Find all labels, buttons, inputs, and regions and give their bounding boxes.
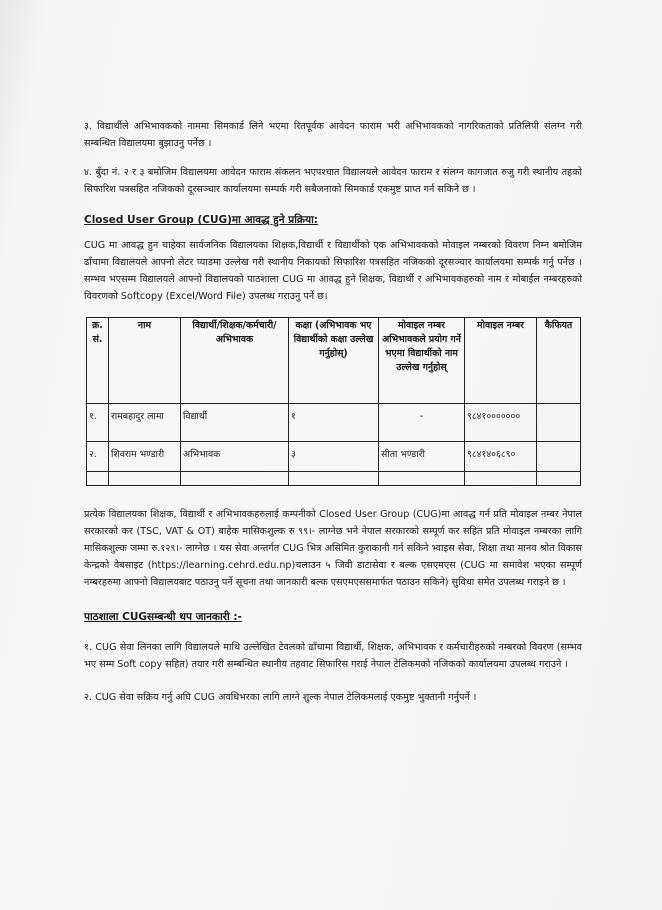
cell-remarks	[537, 442, 581, 472]
header-name: नाम	[109, 318, 181, 404]
cell-empty	[537, 472, 581, 486]
table-header-row	[87, 318, 581, 404]
header-mobile-note: मोवाइल नम्बर अभिभावकले प्रयोग गर्ने भएमा विद्यार्थीको नाम उल्लेख गर्नुहोस्	[379, 318, 465, 404]
cell-mobile: ९८४१०००००००	[465, 404, 537, 442]
paragraph-point-3: ३. विद्यार्थीले अभिभावकको नाममा सिमकार्ड लिने भएमा रितपूर्वक आवेदन फाराम भरी अभिभावकको नागरिकताको प्रतिलिपी संलग्न गरी सम्बन्धित विद्यालयमा बुझाउनु पर्नेछ ।	[84, 121, 582, 149]
cell-empty	[465, 472, 537, 486]
cell-empty	[289, 472, 379, 486]
paragraph-info-point-1: १. CUG सेवा लिनका लागि विद्यालयले माथि उल्लेखित टेवलको ढाँचामा विद्यार्थी, शिक्षक, अभिभावक र कर्मचारीहरुको नम्बरको विवरण (सम्भव भए सम्म Soft copy सहित) तयार गरी सम्बन्धित स्थानीय तहवाट सिफारिस गराई नेपाल टेलिकमको नजिकको कार्यालयमा उपलब्ध गराउने ।	[84, 642, 582, 670]
table-row	[87, 442, 581, 472]
cell-mobile-note: -	[379, 404, 465, 442]
paragraph-cug-pricing: प्रत्येक विद्यालयका शिक्षक, विद्यार्थी र अभिभावकहरुलाई कम्पनीको Closed User Group (CUG)मा आवद्ध गर्न प्रति मोवाइल नम्बर नेपाल सरकारको कर (TSC, VAT & OT) बाहेक मासिकशुल्क रु ९९।- लाग्नेछ भने नेपाल सरकारको सम्पूर्ण कर सहित प्रति मोवाइल नम्बरका लागि मासिकशुल्क जम्मा रु.१२९।- लाग्नेछ । यस सेवा अन्तर्गत CUG भित्र असिमित कुराकानी गर्न सकिने भ्वाइस सेवा, शिक्षा तथा मानव श्रोत विकास केन्द्रको वेबसाइट (https://learning.cehrd.edu.np)चलाउन ५ जिवी डाटासेवा र बल्क एसएमएस (CUG मा समावेश भएका सम्पूर्ण नम्बरहरुमा आफ्नो विद्यालयबाट पठाउनु पर्ने सूचना तथा जानकारी बल्क एसएमएससमार्फत पठाउन सकिने) सुविधा समेत उपलब्ध गराइने छ ।	[84, 509, 582, 588]
header-serial: क्र. सं.	[87, 318, 109, 404]
cell-empty	[379, 472, 465, 486]
header-class: कक्षा (अभिभावक भए विद्यार्थीको कक्षा उल्लेख गर्नुहोस्)	[289, 318, 379, 404]
cell-serial: १.	[87, 404, 109, 442]
header-member-type: विद्यार्थी/शिक्षक/कर्मचारी/ अभिभावक	[181, 318, 289, 404]
cell-mobile: ९८४१४०६८९०	[465, 442, 537, 472]
cell-class: १	[289, 404, 379, 442]
section-heading-cug-process: Closed User Group (CUG)मा आवद्ध हुने प्रक्रिया:	[84, 214, 318, 226]
document-content	[84, 118, 582, 706]
header-remarks: कैफियत	[537, 318, 581, 404]
cell-remarks	[537, 404, 581, 442]
section-heading-cug-info: पाठशाला CUGसम्बन्धी थप जानकारी :-	[84, 611, 242, 623]
table-row-empty	[87, 472, 581, 486]
cell-serial: २.	[87, 442, 109, 472]
table-row	[87, 404, 581, 442]
cell-name: शिवराम भण्डारी	[109, 442, 181, 472]
cell-empty	[87, 472, 109, 486]
cell-empty	[181, 472, 289, 486]
cell-mobile-note: सीता भण्डारी	[379, 442, 465, 472]
cell-name: रामबहादुर लामा	[109, 404, 181, 442]
paragraph-point-4: ४. बुँदा नं. २ र ३ बमोजिम विद्यालयमा आवेदन फाराम संकलन भएपश्चात विद्यालयले आवेदन फाराम र संलग्न कागजात रुजु गरी स्थानीय तहको सिफारिश पत्रसहित नजिकको दूरसञ्चार कार्यालयमा सम्पर्क गरी सबैजनाको सिमकार्ड एकमुष्ट प्राप्त गर्न सकिने छ ।	[84, 167, 582, 195]
paragraph-info-point-2: २. CUG सेवा सक्रिय गर्नु अघि CUG अवधिभरका लागि लाग्ने शुल्क नेपाल टेलिकमलाई एकमुष्ट भुक्तानी गर्नुपर्ने ।	[84, 692, 477, 703]
header-mobile: मोवाइल नम्बर	[465, 318, 537, 404]
cell-member-type: विद्यार्थी	[181, 404, 289, 442]
cug-details-table	[86, 317, 581, 486]
cell-empty	[109, 472, 181, 486]
paragraph-cug-process: CUG मा आवद्ध हुन चाहेका सार्वजनिक विद्यालयका शिक्षक,विद्यार्थी र विद्यार्थीको एक अभिभावकको मोवाइल नम्बरको विवरण निम्न बमोजिम ढाँचामा विद्यालयले आफ्नो लेटर प्याडमा उल्लेख गरी स्थानीय निकायको सिफारिश पत्रसहित नजिकको दूरसञ्चार कार्यालयमा सम्पर्क गर्नु पर्नेछ । सम्भव भएसम्म विद्यालयले आफ्नो विद्यालयको पाठशाला CUG मा आवद्ध हुने शिक्षक, विद्यार्थी र अभिभावकहरुको नाम र मोबाईल नम्बरहरुको विवरणको Softcopy (Excel/Word File) उपलब्ध गराउनु पर्ने छ।	[84, 240, 582, 302]
cell-class: ३	[289, 442, 379, 472]
cell-member-type: अभिभावक	[181, 442, 289, 472]
